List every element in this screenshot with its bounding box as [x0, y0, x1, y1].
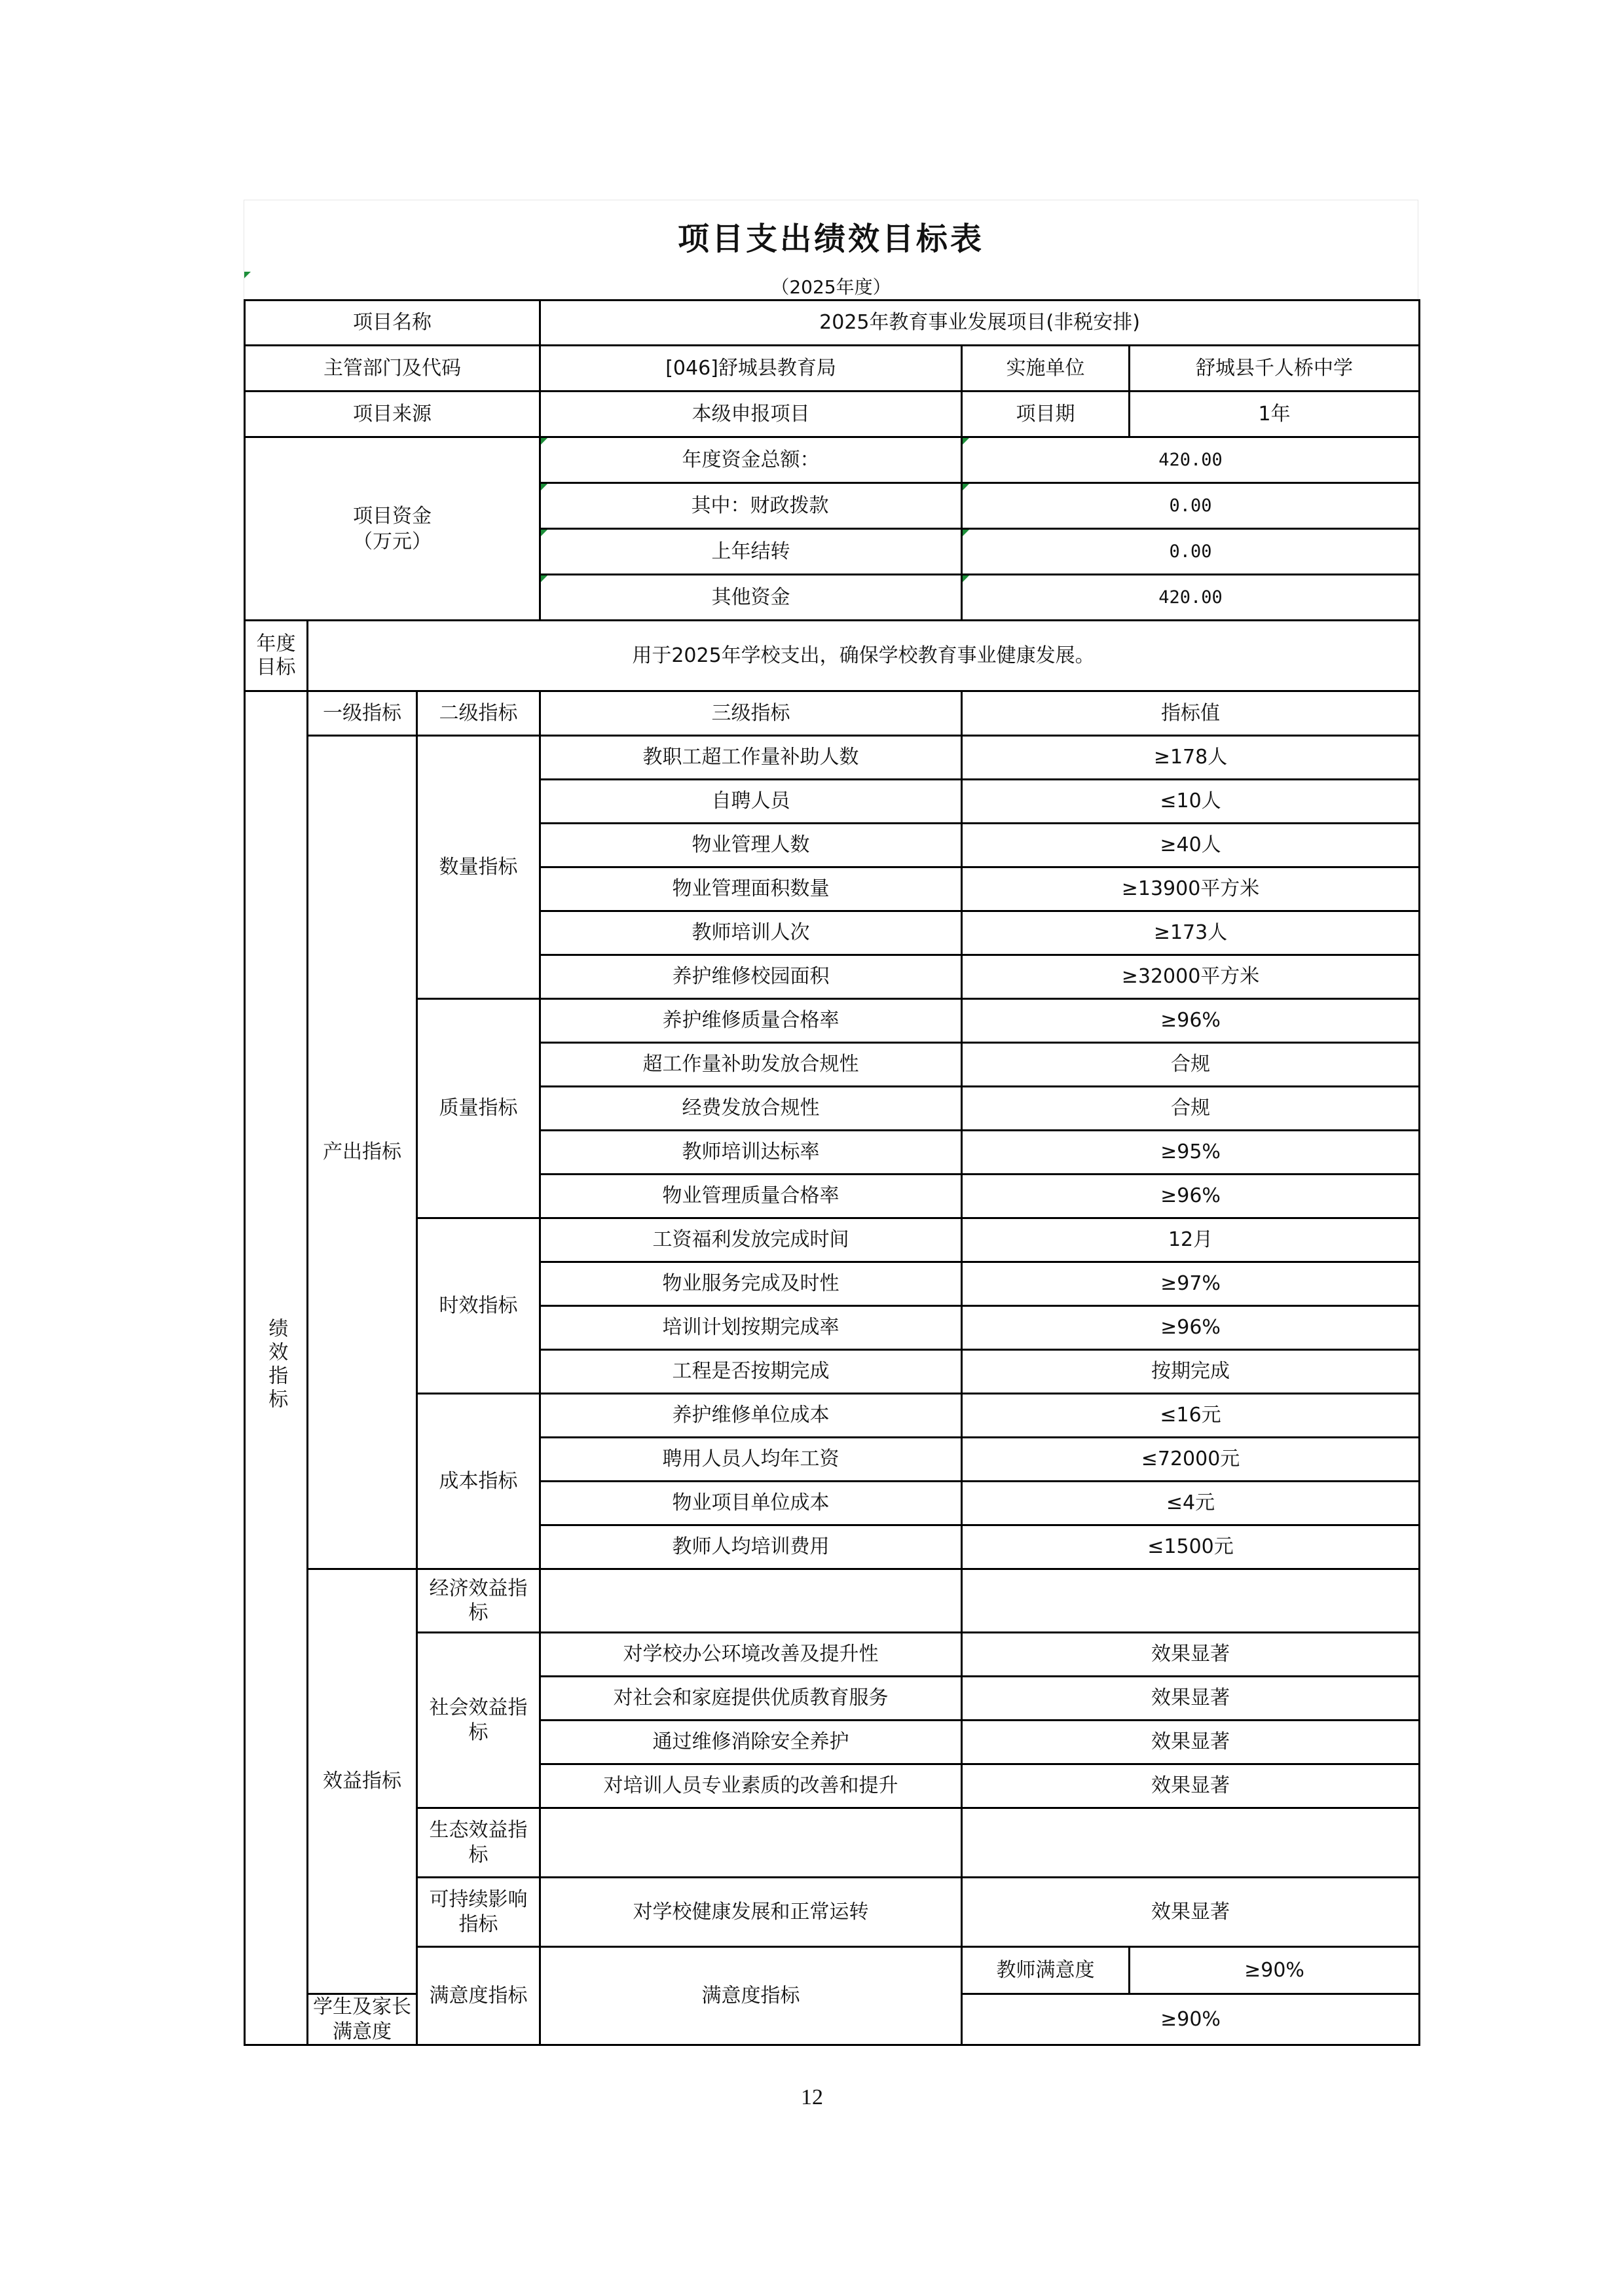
indicator-name: 教师培训达标率: [540, 1131, 962, 1175]
header-level3: 三级指标: [540, 691, 962, 736]
row-source: [245, 392, 1420, 437]
indicator-value: 效果显著: [962, 1764, 1420, 1808]
dept-value: [046]舒城县教育局: [540, 346, 962, 392]
row-annual-goal: [245, 621, 1420, 691]
row-project-name: [245, 301, 1420, 346]
indicator-value: [962, 1808, 1420, 1878]
source-label: 项目来源: [245, 392, 540, 437]
source-value: 本级申报项目: [540, 392, 962, 437]
sustainable-indicator-label: 可持续影响指标: [417, 1878, 540, 1947]
period-value: 1年: [1130, 392, 1420, 437]
indicator-name: 教职工超工作量补助人数: [540, 736, 962, 780]
indicator-value: 效果显著: [962, 1721, 1420, 1764]
indicator-name: 养护维修质量合格率: [540, 999, 962, 1043]
funds-label: 项目资金（万元）: [245, 437, 540, 621]
page-title: 项目支出绩效目标表: [677, 221, 984, 257]
header-level2: 二级指标: [417, 691, 540, 736]
indicator-name: 物业管理质量合格率: [540, 1175, 962, 1218]
benefit-indicator-label: 效益指标: [308, 1569, 417, 1994]
cost-indicator-label: 成本指标: [417, 1394, 540, 1569]
indicator-name: 工资福利发放完成时间: [540, 1218, 962, 1262]
funds-total-value: 420.00: [962, 437, 1420, 483]
indicator-name: 教师培训人次: [540, 911, 962, 955]
ecological-indicator-label: 生态效益指标: [417, 1808, 540, 1878]
indicator-name: 物业服务完成及时性: [540, 1262, 962, 1306]
performance-table: [244, 299, 1420, 2046]
funds-total-label: 年度资金总额：: [540, 437, 962, 483]
indicator-name: 聘用人员人均年工资: [540, 1438, 962, 1482]
table-row: [245, 736, 1420, 780]
indicator-name: 培训计划按期完成率: [540, 1306, 962, 1350]
indicator-value: ≥178人: [962, 736, 1420, 780]
indicator-name: 超工作量补助发放合规性: [540, 1043, 962, 1087]
indicator-value: ≥90%: [1130, 1947, 1420, 1994]
funds-carryover-label: 上年结转: [540, 529, 962, 575]
indicator-name: 学生及家长满意度: [308, 1994, 417, 2045]
funds-fiscal-label: 其中：财政拨款: [540, 483, 962, 529]
indicator-value: 效果显著: [962, 1677, 1420, 1721]
funds-other-value: 420.00: [962, 575, 1420, 621]
year-row: [244, 272, 1418, 301]
table-row: [245, 999, 1420, 1043]
row-department: [245, 346, 1420, 392]
table-row: [245, 1218, 1420, 1262]
indicator-value: 12月: [962, 1218, 1420, 1262]
indicator-value: ≥97%: [962, 1262, 1420, 1306]
indicator-name: 工程是否按期完成: [540, 1350, 962, 1394]
indicator-name: 物业管理面积数量: [540, 867, 962, 911]
timeliness-indicator-label: 时效指标: [417, 1218, 540, 1394]
indicator-name: 养护维修校园面积: [540, 955, 962, 999]
funds-carryover-value: 0.00: [962, 529, 1420, 575]
header-level1: 一级指标: [308, 691, 417, 736]
funds-other-label: 其他资金: [540, 575, 962, 621]
indicator-value: ≤16元: [962, 1394, 1420, 1438]
fiscal-year: （2025年度）: [771, 276, 891, 298]
header-value: 指标值: [962, 691, 1420, 736]
indicator-value: ≤1500元: [962, 1525, 1420, 1569]
indicator-value: ≤72000元: [962, 1438, 1420, 1482]
indicator-value: ≥96%: [962, 1175, 1420, 1218]
row-indicator-header: [245, 691, 1420, 736]
indicator-name: 对社会和家庭提供优质教育服务: [540, 1677, 962, 1721]
performance-indicators-label: 绩效指标: [245, 691, 308, 2045]
social-indicator-label: 社会效益指标: [417, 1633, 540, 1808]
title-box: [244, 200, 1418, 272]
funds-fiscal-value: 0.00: [962, 483, 1420, 529]
indicator-value: 合规: [962, 1043, 1420, 1087]
indicator-name: 通过维修消除安全养护: [540, 1721, 962, 1764]
period-label: 项目期: [962, 392, 1130, 437]
indicator-name: 自聘人员: [540, 780, 962, 824]
indicator-value: ≥90%: [962, 1994, 1420, 2045]
indicator-value: ≥40人: [962, 824, 1420, 867]
row-funds-total: [245, 437, 1420, 483]
indicator-name: 物业项目单位成本: [540, 1482, 962, 1525]
satisfaction-l1-label: 满意度指标: [417, 1947, 540, 2045]
indicator-name: 对培训人员专业素质的改善和提升: [540, 1764, 962, 1808]
indicator-name: 教师满意度: [962, 1947, 1130, 1994]
quantity-indicator-label: 数量指标: [417, 736, 540, 999]
table-row: [245, 1947, 1420, 1994]
indicator-name: 对学校办公环境改善及提升性: [540, 1633, 962, 1677]
indicator-value: ≥95%: [962, 1131, 1420, 1175]
indicator-value: ≤4元: [962, 1482, 1420, 1525]
dept-label: 主管部门及代码: [245, 346, 540, 392]
indicator-value: 效果显著: [962, 1633, 1420, 1677]
table-row: [245, 1569, 1420, 1633]
indicator-value: 效果显著: [962, 1878, 1420, 1947]
indicator-value: 按期完成: [962, 1350, 1420, 1394]
table-row: [245, 1633, 1420, 1677]
quality-indicator-label: 质量指标: [417, 999, 540, 1218]
economic-indicator-label: 经济效益指标: [417, 1569, 540, 1633]
indicator-name: 养护维修单位成本: [540, 1394, 962, 1438]
project-name-value: 2025年教育事业发展项目(非税安排): [540, 301, 1420, 346]
annual-goal-label: 年度目标: [245, 621, 308, 691]
satisfaction-indicator-label: 满意度指标: [540, 1947, 962, 2045]
indicator-name: 经费发放合规性: [540, 1087, 962, 1131]
indicator-value: ≥96%: [962, 1306, 1420, 1350]
project-name-label: 项目名称: [245, 301, 540, 346]
impl-value: 舒城县千人桥中学: [1130, 346, 1420, 392]
output-indicator-label: 产出指标: [308, 736, 417, 1569]
indicator-name: 教师人均培训费用: [540, 1525, 962, 1569]
annual-goal-value: 用于2025年学校支出，确保学校教育事业健康发展。: [308, 621, 1420, 691]
indicator-value: 合规: [962, 1087, 1420, 1131]
table-row: [245, 1808, 1420, 1878]
indicator-value: ≥13900平方米: [962, 867, 1420, 911]
indicator-value: [962, 1569, 1420, 1633]
table-row: [245, 1878, 1420, 1947]
page-number: 12: [801, 2085, 823, 2109]
indicator-value: ≥173人: [962, 911, 1420, 955]
indicator-name: 对学校健康发展和正常运转: [540, 1878, 962, 1947]
table-row: [245, 1394, 1420, 1438]
indicator-value: ≥96%: [962, 999, 1420, 1043]
indicator-value: ≥32000平方米: [962, 955, 1420, 999]
indicator-name: [540, 1808, 962, 1878]
indicator-name: 物业管理人数: [540, 824, 962, 867]
indicator-name: [540, 1569, 962, 1633]
impl-label: 实施单位: [962, 346, 1130, 392]
indicator-value: ≤10人: [962, 780, 1420, 824]
